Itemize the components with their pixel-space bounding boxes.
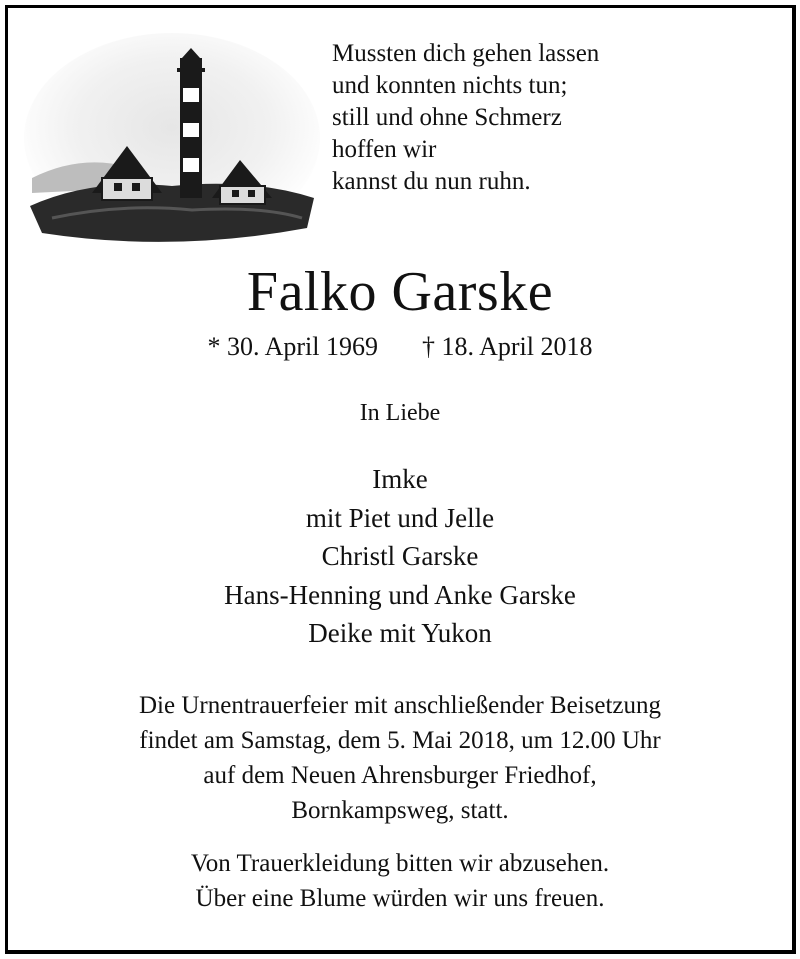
mourner: Hans-Henning und Anke Garske [224, 579, 576, 610]
closing-line: Von Trauerkleidung bitten wir abzusehen. [190, 850, 610, 877]
mourner: Imke [372, 464, 428, 494]
lighthouse-illustration [22, 28, 322, 248]
birth-date: * 30. April 1969 [207, 332, 378, 361]
poem-line: und konnten nichts tun; [332, 72, 568, 99]
mourner: Christl Garske [321, 541, 479, 571]
in-love-caption: In Liebe [359, 400, 441, 426]
poem-line: still und ohne Schmerz [332, 104, 562, 131]
poem-line: kannst du nun ruhn. [332, 168, 531, 195]
mourners-list [0, 460, 800, 653]
ceremony-line: auf dem Neuen Ahrensburger Friedhof, [203, 762, 597, 789]
ceremony-line: Die Urnentrauerfeier mit anschließender Beisetzung [139, 692, 661, 719]
ceremony-line: Bornkampsweg, statt. [291, 797, 509, 824]
mourner: mit Piet und Jelle [305, 502, 495, 533]
ceremony-details [0, 688, 800, 828]
poem-line: Mussten dich gehen lassen [332, 40, 600, 67]
deceased-name: Falko Garske [246, 261, 554, 323]
closing-line: Über eine Blume würden wir uns freuen. [195, 885, 605, 912]
death-date: † 18. April 2018 [422, 332, 593, 361]
closing-note [0, 846, 800, 916]
poem [332, 38, 752, 198]
poem-line: hoffen wir [332, 136, 437, 163]
mourner: Deike mit Yukon [308, 618, 492, 648]
life-dates [0, 330, 800, 364]
ceremony-line: findet am Samstag, dem 5. Mai 2018, um 12.00 Uhr [139, 727, 661, 754]
